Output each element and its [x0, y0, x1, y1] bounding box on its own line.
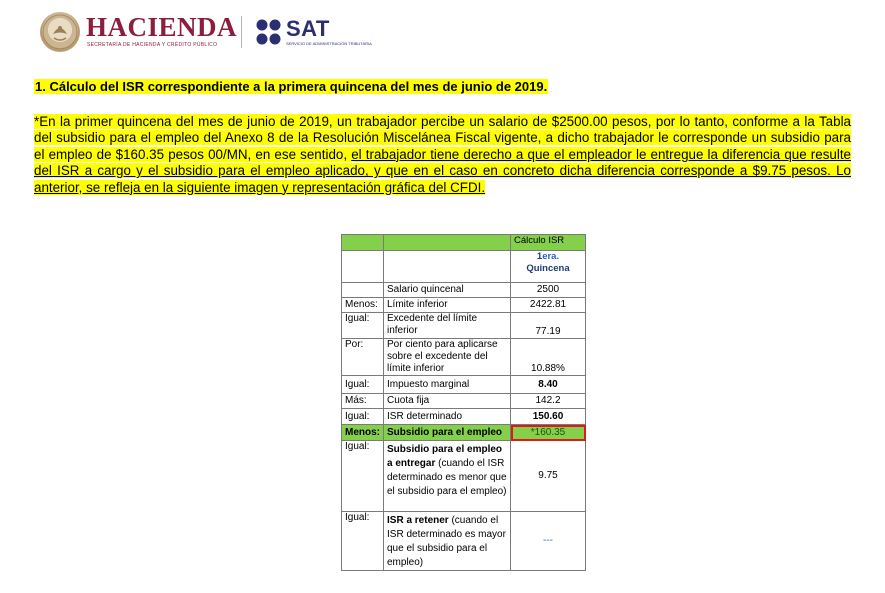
table-row	[342, 313, 586, 339]
row-op: Igual:	[342, 376, 384, 394]
row-op: Igual:	[342, 313, 384, 339]
concept-bold: Subsidio para el empleo a entregar	[387, 444, 503, 469]
row-value: 150.60	[511, 409, 586, 425]
section-heading: 1. Cálculo del ISR correspondiente a la primera quincena del mes de junio de 2019.	[35, 79, 548, 94]
paragraph-intro: *En la primer quincena del mes de junio de 2019, un trabajador percibe un salario de $2500.00 pesos, por lo tanto, conforme a la Tabla del subsidio para el empleo del Anexo 8 de la Resolución Miscelánea Fiscal vigente, a dicho trabajador le corresponde un subsidio para el empleo de $160.35 pesos 00/MN, en ese sentido,	[34, 114, 851, 162]
table-row-quincena	[342, 251, 586, 283]
concept-rest: (cuando el ISR determinado es mayor que el subsidio para el empleo)	[387, 515, 506, 568]
row-op: Igual:	[342, 441, 384, 512]
row-value: 2422.81	[511, 298, 586, 313]
table-row	[342, 376, 586, 394]
row-op: Más:	[342, 394, 384, 409]
table-header-row	[342, 235, 586, 251]
quincena-dot: .	[556, 251, 560, 262]
row-value: 9.75	[511, 441, 586, 512]
isr-calculation-table	[341, 234, 586, 571]
explanation-paragraph	[34, 114, 851, 196]
quincena-number: 1	[536, 251, 543, 262]
table-row	[342, 441, 586, 512]
logo-divider	[241, 16, 242, 48]
row-concept: Salario quincenal	[384, 283, 511, 298]
row-op: Menos:	[342, 298, 384, 313]
subsidio-value-highlighted: *160.35	[511, 425, 586, 441]
sat-logo-text: SAT	[286, 16, 330, 41]
concept-bold: ISR a retener	[387, 515, 449, 526]
header-cell-empty-2	[384, 235, 511, 251]
concept-rest: (cuando el ISR determinado es menor que el subsidio para el empleo)	[387, 458, 507, 497]
table-row	[342, 298, 586, 313]
quincena-label: Quincena	[526, 263, 570, 274]
row-op: Igual:	[342, 512, 384, 571]
row-concept: ISR determinado	[384, 409, 511, 425]
row-value: 10.88%	[511, 339, 586, 376]
mexico-seal-logo	[40, 12, 80, 52]
row-op: Menos:	[342, 425, 384, 441]
header-calculo-isr: Cálculo ISR	[511, 235, 586, 251]
hacienda-logo-subtitle: SECRETARÍA DE HACIENDA Y CRÉDITO PÚBLICO	[87, 42, 218, 48]
sat-logo-subtitle: SERVICIO DE ADMINISTRACIÓN TRIBUTARIA	[286, 41, 372, 46]
row-concept: Límite inferior	[384, 298, 511, 313]
table-row	[342, 394, 586, 409]
row-concept	[384, 441, 511, 512]
row-concept: Excedente del límite inferior	[384, 313, 511, 339]
quincena-era: era	[542, 251, 557, 262]
table-row-subsidio	[342, 425, 586, 441]
row-value: 2500	[511, 283, 586, 298]
table-row	[342, 512, 586, 571]
row-value: 77.19	[511, 313, 586, 339]
row-op: Por:	[342, 339, 384, 376]
table-row	[342, 283, 586, 298]
row-value: ---	[511, 512, 586, 571]
table-row	[342, 409, 586, 425]
row-concept	[384, 512, 511, 571]
eagle-emblem-icon	[40, 12, 80, 52]
row-concept: Subsidio para el empleo	[384, 425, 511, 441]
header-cell-empty-1	[342, 235, 384, 251]
paragraph-underlined: el trabajador tiene derecho a que el empleador le entregue la diferencia que resulte del ISR a cargo y el subsidio para el empleo aplicado, y que en el caso en concreto dicha diferencia corresponde a $9.75 pesos. Lo anterior, se refleja en la siguiente imagen y representación gráfica del CFDI.	[34, 146, 851, 195]
row-op	[342, 283, 384, 298]
cell-empty	[342, 251, 384, 283]
header-quincena	[511, 251, 586, 283]
row-concept: Cuota fija	[384, 394, 511, 409]
hacienda-logo-text: HACIENDA	[86, 12, 238, 42]
row-concept: Impuesto marginal	[384, 376, 511, 394]
table-row	[342, 339, 586, 376]
cell-empty	[384, 251, 511, 283]
row-concept: Por ciento para aplicarse sobre el excedente del límite inferior	[384, 339, 511, 376]
row-value: 142.2	[511, 394, 586, 409]
row-op: Igual:	[342, 409, 384, 425]
row-value: 8.40	[511, 376, 586, 394]
sat-dots-icon	[255, 18, 285, 46]
